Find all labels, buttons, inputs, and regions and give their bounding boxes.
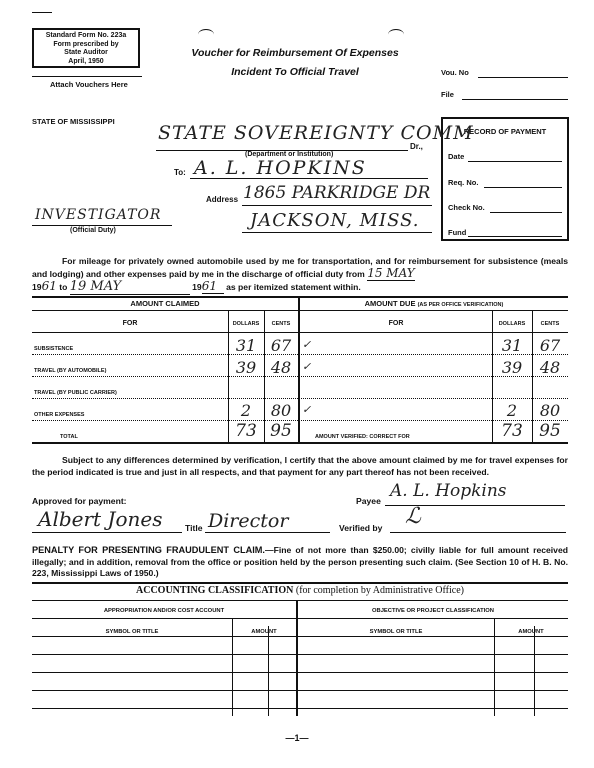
row-due-cents: 48 — [539, 358, 561, 377]
verified-by-label: Verified by — [339, 523, 383, 533]
arc-right — [388, 29, 404, 40]
intro-paragraph — [32, 256, 568, 280]
to-field[interactable] — [190, 178, 428, 179]
vou-no-field[interactable] — [478, 77, 568, 78]
department-caption: (Department or Institution) — [245, 151, 334, 158]
total-dollars: 73 — [235, 421, 257, 441]
certification-text: Subject to any differences determined by verification, I certify that the above amount claimed by me for travel expenses for the period indicated is true and just in all respects, and that payment for any part thereof has not been received. — [32, 455, 568, 477]
verified-by-line[interactable] — [390, 532, 566, 533]
address-line-2: JACKSON, MISS. — [250, 210, 420, 231]
record-date-label: Date — [448, 152, 465, 161]
row-dollars: 2 — [240, 401, 252, 420]
verified-label: AMOUNT VERIFIED: CORRECT FOR — [315, 434, 410, 440]
approved-label: Approved for payment: — [32, 496, 127, 506]
row-due-dollars: 31 — [501, 336, 523, 355]
amount-header-left: AMOUNT — [251, 629, 277, 635]
address-line-1: 1865 PARKRIDGE DR — [243, 183, 431, 203]
duty-field[interactable] — [32, 225, 172, 226]
form-line-3: State Auditor — [64, 49, 108, 57]
row-cents: 48 — [270, 358, 292, 377]
record-req-label: Req. No. — [448, 178, 479, 187]
accounting-top-rule — [32, 582, 568, 584]
row-label: OTHER EXPENSES — [34, 412, 85, 418]
address-field-2[interactable] — [242, 232, 432, 233]
intro-text-2: as per itemized statement within. — [226, 282, 361, 292]
total-label: TOTAL — [60, 434, 78, 440]
accounting-heading — [32, 585, 568, 596]
vou-no-label: Vou. No — [441, 68, 469, 77]
dr-label: Dr., — [410, 142, 423, 151]
approver-signature-line[interactable] — [32, 532, 182, 533]
row-label: TRAVEL (BY AUTOMOBILE) — [34, 368, 107, 374]
to-value: A. L. HOPKINS — [194, 157, 367, 179]
verified-by-scribble: ℒ — [405, 504, 421, 529]
accounting-right-head: OBJECTIVE OR PROJECT CLASSIFICATION — [372, 608, 494, 614]
verified-dollars: 73 — [501, 421, 523, 441]
dollars-header-right: DOLLARS — [498, 321, 526, 327]
form-line-1: Standard Form No. 223a — [45, 32, 127, 39]
duty-caption: (Official Duty) — [70, 227, 116, 234]
row-label: SUBSISTENCE — [34, 346, 74, 352]
row-due-dollars: 2 — [506, 401, 518, 420]
row-due-dollars: 39 — [501, 358, 523, 377]
symbol-header-left: SYMBOL OR TITLE — [105, 629, 159, 635]
check-mark-icon: ✓ — [302, 338, 312, 351]
accounting-title: ACCOUNTING CLASSIFICATION — [136, 585, 294, 596]
page-number: —1— — [285, 733, 309, 743]
from-date: 15 MAY — [367, 265, 415, 280]
payee-label: Payee — [356, 496, 381, 506]
year-suffix-2: 61 — [202, 279, 224, 294]
row-due-cents: 67 — [539, 336, 561, 355]
record-fund-label: Fund — [448, 228, 467, 237]
year-suffix-1: 61 — [41, 279, 57, 293]
file-field[interactable] — [462, 99, 568, 100]
form-number-box — [32, 28, 140, 68]
symbol-header-right: SYMBOL OR TITLE — [369, 629, 423, 635]
intro-text-1: For mileage for privately owned automobile used by me for transportation, and for reimbursement for subsistence (meals and lodging) and other expenses paid by me in the discharge of official duty from — [32, 256, 568, 279]
attach-vouchers-label: Attach Vouchers Here — [50, 80, 128, 89]
total-cents: 95 — [270, 421, 292, 441]
amount-due-header — [300, 299, 568, 308]
check-mark-icon: ✓ — [302, 403, 312, 416]
corner-mark — [32, 12, 52, 13]
verified-cents: 95 — [539, 421, 561, 441]
year-prefix-2: 19 — [192, 282, 202, 292]
title-label: Title — [185, 523, 203, 533]
accounting-subtitle: (for completion by Administrative Office) — [295, 585, 464, 596]
year-prefix-1: 19 — [32, 282, 42, 292]
to-date: 19 MAY — [70, 279, 190, 295]
amount-due-label: AMOUNT DUE — [364, 299, 416, 308]
amount-header-right: AMOUNT — [518, 629, 544, 635]
duty-value: INVESTIGATOR — [35, 207, 162, 223]
record-check-field[interactable] — [490, 212, 562, 213]
penalty-paragraph — [32, 545, 568, 580]
state-label: STATE OF MISSISSIPPI — [32, 117, 115, 126]
to-word: to — [59, 282, 68, 292]
record-check-label: Check No. — [448, 203, 485, 212]
intro-line-3 — [32, 279, 361, 295]
accounting-table — [32, 600, 568, 716]
row-cents: 80 — [270, 401, 292, 420]
arc-left — [198, 29, 214, 40]
payee-signature: A. L. Hopkins — [390, 481, 507, 501]
title-line[interactable] — [205, 532, 330, 533]
dollars-header-left: DOLLARS — [232, 321, 260, 327]
row-due-cents: 80 — [539, 401, 561, 420]
row-dollars: 31 — [235, 336, 257, 355]
form-line-2: Form prescribed by — [53, 40, 119, 48]
approver-signature: Albert Jones — [38, 507, 163, 531]
address-field-1[interactable] — [242, 205, 432, 206]
record-fund-field[interactable] — [468, 236, 562, 237]
amount-claimed-header: AMOUNT CLAIMED — [130, 299, 200, 308]
department-value: STATE SOVEREIGNTY COMM — [158, 122, 474, 144]
cents-header-right: CENTS — [540, 321, 560, 327]
form-line-4: April, 1950 — [68, 57, 104, 65]
to-label: To: — [174, 168, 186, 177]
row-dollars: 39 — [235, 358, 257, 377]
title-value: Director — [208, 510, 289, 532]
title-line-1: Voucher for Reimbursement Of Expenses — [191, 47, 399, 59]
voucher-title — [160, 44, 430, 82]
title-line-2: Incident To Official Travel — [231, 66, 359, 78]
accounting-left-head: APPROPRIATION AND/OR COST ACCOUNT — [103, 608, 225, 614]
row-label: TRAVEL (BY PUBLIC CARRIER) — [34, 390, 117, 396]
attach-line — [32, 76, 142, 77]
amount-due-note: (AS PER OFFICE VERIFICATION) — [417, 302, 504, 308]
amount-table — [32, 296, 568, 446]
record-req-field[interactable] — [484, 187, 562, 188]
row-cents: 67 — [270, 336, 292, 355]
penalty-text: —Fine of not more than $250.00; civilly liable for full amount received illegally; and in addition, removal from the office or position held by the person presenting such claim. (See Section 10 of H. B. No. 223, Mississippi Laws of 1950.) — [32, 545, 568, 578]
record-date-field[interactable] — [468, 161, 562, 162]
for-header-left: FOR — [122, 320, 138, 327]
record-title: RECORD OF PAYMENT — [463, 127, 547, 136]
for-header-right: FOR — [388, 320, 404, 327]
penalty-heading: PENALTY FOR PRESENTING FRAUDULENT CLAIM. — [32, 545, 265, 555]
address-label: Address — [206, 195, 239, 204]
cents-header-left: CENTS — [271, 321, 291, 327]
file-label: File — [441, 90, 454, 99]
check-mark-icon: ✓ — [302, 360, 312, 373]
